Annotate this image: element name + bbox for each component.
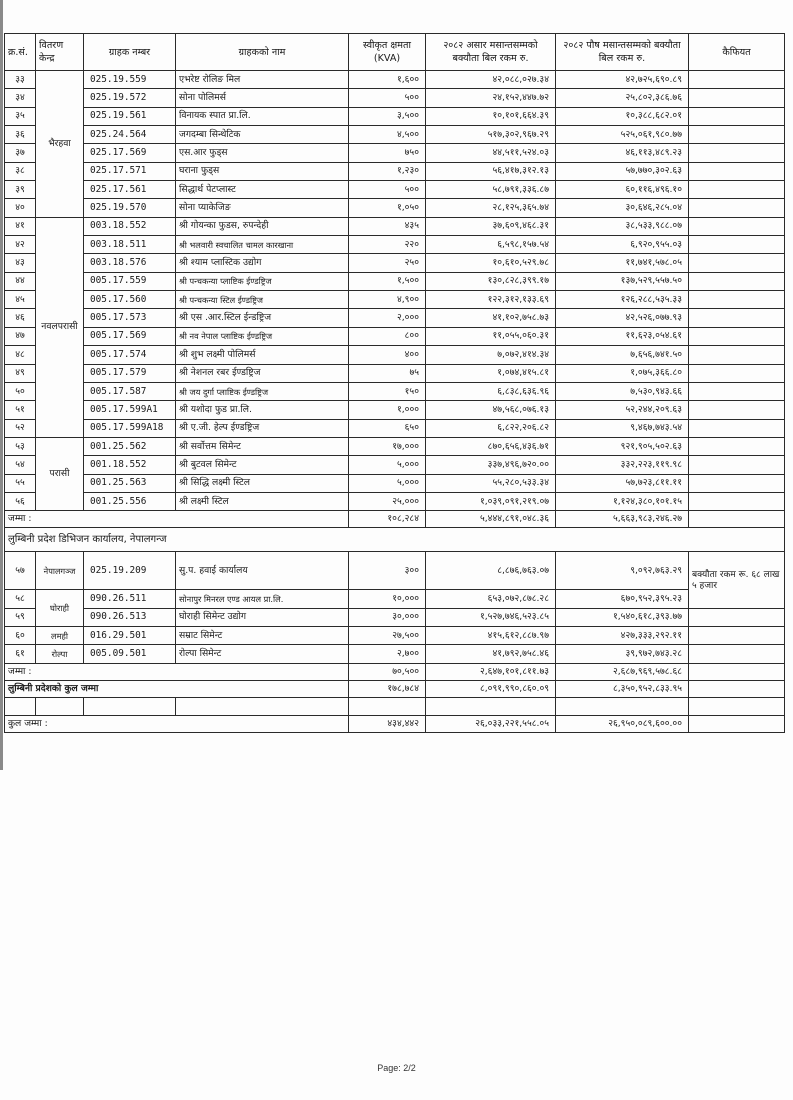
header-center: वितरण केन्द्र xyxy=(36,34,84,71)
consumer-number: 005.17.559 xyxy=(84,272,176,290)
table-row xyxy=(5,552,785,590)
total-label: जम्मा : xyxy=(5,663,349,680)
approved-capacity: ३०० xyxy=(349,552,426,590)
total-poush: २,६८७,९६९,५७८.६८ xyxy=(556,663,689,680)
table-row xyxy=(5,626,785,644)
header-consumer-name: ग्राहकको नाम xyxy=(176,34,349,71)
row-sn: ५३ xyxy=(5,437,36,455)
remarks-cell xyxy=(689,89,785,107)
empty-cell xyxy=(689,697,785,715)
consumer-name: सोना पोलिमर्स xyxy=(176,89,349,107)
table-row xyxy=(5,364,785,382)
consumer-name: श्री सिद्धि लक्ष्मी स्टिल xyxy=(176,474,349,492)
due-amount-asar: १,५२७,७४६,५२३.८५ xyxy=(426,608,556,626)
consumer-name: एभरेष्ट रोलिङ मिल xyxy=(176,71,349,89)
empty-cell xyxy=(5,697,36,715)
consumer-name: श्री एस .आर.स्टिल ईन्डष्ट्रिज xyxy=(176,309,349,327)
consumer-number: 001.18.552 xyxy=(84,456,176,474)
approved-capacity: ५०० xyxy=(349,89,426,107)
due-amount-asar: २८,१२५,३६५.७४ xyxy=(426,199,556,217)
due-amount-poush: ४२,५२६,०७७.९३ xyxy=(556,309,689,327)
consumer-name: रोल्पा सिमेन्ट xyxy=(176,645,349,663)
table-row xyxy=(5,71,785,89)
row-sn: ४६ xyxy=(5,309,36,327)
due-amount-poush: ९,०९२,७६३.२९ xyxy=(556,552,689,590)
approved-capacity: २२० xyxy=(349,236,426,254)
row-sn: ३३ xyxy=(5,71,36,89)
approved-capacity: ४,५०० xyxy=(349,126,426,144)
consumer-number: 025.24.564 xyxy=(84,126,176,144)
remarks-cell xyxy=(689,236,785,254)
due-amount-asar: ११,०५५,०६०.३१ xyxy=(426,327,556,345)
empty-cell xyxy=(176,697,349,715)
table-row xyxy=(5,89,785,107)
remarks-cell xyxy=(689,272,785,290)
due-amount-asar: १,०३९,०९१,२१९.०७ xyxy=(426,492,556,510)
due-amount-asar: ६,८३८,६३६.९६ xyxy=(426,382,556,400)
due-amount-asar: ४१,१०२,७५८.७३ xyxy=(426,309,556,327)
consumer-number: 003.18.576 xyxy=(84,254,176,272)
approved-capacity: ५,००० xyxy=(349,474,426,492)
row-sn: ३७ xyxy=(5,144,36,162)
consumer-name: श्री लक्ष्मी स्टिल xyxy=(176,492,349,510)
remarks-cell xyxy=(689,419,785,437)
approved-capacity: १,२३० xyxy=(349,162,426,180)
due-amount-asar: ५६,४१७,३१२.१३ xyxy=(426,162,556,180)
row-sn: ३८ xyxy=(5,162,36,180)
due-amount-asar: ६५३,०७२,८७८.२८ xyxy=(426,590,556,608)
due-amount-poush: १,५४०,६१८,३९३.७७ xyxy=(556,608,689,626)
total-label: लुम्बिनी प्रदेशको कुल जम्मा xyxy=(5,680,349,697)
consumer-number: 090.26.513 xyxy=(84,608,176,626)
consumer-number: 090.26.511 xyxy=(84,590,176,608)
remarks-cell xyxy=(689,401,785,419)
consumer-number: 005.17.574 xyxy=(84,346,176,364)
consumer-number: 005.17.599A18 xyxy=(84,419,176,437)
total-asar: २,६४७,१०१,८११.७३ xyxy=(426,663,556,680)
row-sn: ४२ xyxy=(5,236,36,254)
consumer-number: 025.17.561 xyxy=(84,181,176,199)
remarks-cell xyxy=(689,608,785,626)
remarks-cell xyxy=(689,382,785,400)
total-poush: २६,९५०,०८९,६००.०० xyxy=(556,715,689,732)
table-row xyxy=(5,327,785,345)
due-amount-poush: ४६,११३,४८९.२३ xyxy=(556,144,689,162)
consumer-number: 005.17.579 xyxy=(84,364,176,382)
approved-capacity: ८०० xyxy=(349,327,426,345)
consumer-name: श्री नेशनल रबर ईण्डष्ट्रिज xyxy=(176,364,349,382)
consumer-number: 005.17.587 xyxy=(84,382,176,400)
province-total-row xyxy=(5,680,785,697)
consumer-number: 025.19.209 xyxy=(84,552,176,590)
approved-capacity: २,७०० xyxy=(349,645,426,663)
table-row xyxy=(5,199,785,217)
remarks-cell xyxy=(689,217,785,235)
due-amount-poush: ९,४६७,७४३.५४ xyxy=(556,419,689,437)
table-row xyxy=(5,437,785,455)
remarks-cell xyxy=(689,474,785,492)
consumer-name: सिद्धार्थ पेटप्लास्ट xyxy=(176,181,349,199)
remarks-cell xyxy=(689,162,785,180)
due-amount-poush: ११,६२३,०५४.६१ xyxy=(556,327,689,345)
remarks-cell xyxy=(689,327,785,345)
grand-total-row xyxy=(5,715,785,732)
consumer-number: 025.19.559 xyxy=(84,71,176,89)
due-amount-asar: १२२,३१२,१३३.६९ xyxy=(426,291,556,309)
table-row xyxy=(5,291,785,309)
distribution-center: रोल्पा xyxy=(36,645,84,663)
header-consumer-no: ग्राहक नम्बर xyxy=(84,34,176,71)
total-capacity: १०८,२८४ xyxy=(349,511,426,528)
approved-capacity: ३०,००० xyxy=(349,608,426,626)
table-row xyxy=(5,126,785,144)
row-sn: ५१ xyxy=(5,401,36,419)
total-poush: ८,३५०,९५२,८३३.९५ xyxy=(556,680,689,697)
table-row xyxy=(5,608,785,626)
remarks-cell xyxy=(689,456,785,474)
distribution-center: नेपालगञ्ज xyxy=(36,552,84,590)
page-footer: Page: 2/2 xyxy=(377,1063,416,1073)
table-row xyxy=(5,272,785,290)
approved-capacity: १५० xyxy=(349,382,426,400)
approved-capacity: १०,००० xyxy=(349,590,426,608)
row-sn: ५० xyxy=(5,382,36,400)
consumer-name: श्री पन्चकन्या प्लाष्टिक ईण्डष्ट्रिज xyxy=(176,272,349,290)
approved-capacity: १,००० xyxy=(349,401,426,419)
due-amount-poush: १३७,५२९,५५७.५० xyxy=(556,272,689,290)
empty-cell xyxy=(349,697,426,715)
due-amount-poush: ३३२,२२३,११९.९८ xyxy=(556,456,689,474)
consumer-number: 005.17.599A1 xyxy=(84,401,176,419)
approved-capacity: ७५० xyxy=(349,144,426,162)
consumer-name: सोनापुर मिनरल एण्ड आयल प्रा.लि. xyxy=(176,590,349,608)
due-amount-asar: ४२,०८८,०२७.३४ xyxy=(426,71,556,89)
subtotal-row xyxy=(5,663,785,680)
section-title-row xyxy=(5,528,785,552)
due-amount-asar: १०,१०१,६६४.३९ xyxy=(426,107,556,125)
consumer-number: 016.29.501 xyxy=(84,626,176,644)
due-amount-poush: ५७,७२३,८११.११ xyxy=(556,474,689,492)
consumer-number: 025.17.569 xyxy=(84,144,176,162)
table-row xyxy=(5,254,785,272)
remarks-cell xyxy=(689,715,785,732)
consumer-number: 005.17.569 xyxy=(84,327,176,345)
due-amount-asar: ८,८७६,७६३.०७ xyxy=(426,552,556,590)
approved-capacity: ५०० xyxy=(349,181,426,199)
consumer-number: 001.25.563 xyxy=(84,474,176,492)
due-amount-asar: ४१,७९२,७५८.४६ xyxy=(426,645,556,663)
row-sn: ४० xyxy=(5,199,36,217)
consumer-name: विनायक स्पात प्रा.लि. xyxy=(176,107,349,125)
consumer-number: 025.19.561 xyxy=(84,107,176,125)
table-row xyxy=(5,590,785,608)
section-title: लुम्बिनी प्रदेश डिभिजन कार्यालय, नेपालगन्ज xyxy=(5,528,785,552)
consumer-name: जगदम्बा सिन्थेटिक xyxy=(176,126,349,144)
row-sn: ३६ xyxy=(5,126,36,144)
due-amount-poush: ६७०,९५२,३९५.२३ xyxy=(556,590,689,608)
approved-capacity: २७,५०० xyxy=(349,626,426,644)
table-row xyxy=(5,382,785,400)
remarks-cell: बक्यौता रकम रू. ६८ लाख ५ हजार xyxy=(689,552,785,608)
due-amount-poush: ९२१,९०५,५०२.६३ xyxy=(556,437,689,455)
remarks-cell xyxy=(689,199,785,217)
remarks-cell xyxy=(689,144,785,162)
table-row xyxy=(5,645,785,663)
total-capacity: १७८,७८४ xyxy=(349,680,426,697)
due-amount-asar: १०,६१०,५२९.७८ xyxy=(426,254,556,272)
consumer-name: श्री बुटवल सिमेन्ट xyxy=(176,456,349,474)
remarks-cell xyxy=(689,309,785,327)
header-due-asar: २०८२ असार मसान्तसम्मको बक्यौता बिल रकम रु. xyxy=(426,34,556,71)
approved-capacity: ४३५ xyxy=(349,217,426,235)
row-sn: ३४ xyxy=(5,89,36,107)
consumer-name: श्री श्याम प्लास्टिक उद्योग xyxy=(176,254,349,272)
consumer-number: 003.18.511 xyxy=(84,236,176,254)
distribution-center: परासी xyxy=(36,437,84,510)
row-sn: ४८ xyxy=(5,346,36,364)
consumer-name: श्री नव नेपाल प्लाष्टिक ईण्डष्ट्रिज xyxy=(176,327,349,345)
due-amount-asar: १३०,८२८,३९९.१७ xyxy=(426,272,556,290)
table-row xyxy=(5,162,785,180)
row-sn: ६१ xyxy=(5,645,36,663)
consumer-name: घोराही सिमेन्ट उद्योग xyxy=(176,608,349,626)
approved-capacity: ७५ xyxy=(349,364,426,382)
consumer-number: 005.17.573 xyxy=(84,309,176,327)
due-amount-poush: ५७,७७०,३०२.६३ xyxy=(556,162,689,180)
due-amount-poush: ७,६५६,७४१.५० xyxy=(556,346,689,364)
approved-capacity: ५,००० xyxy=(349,456,426,474)
due-amount-poush: ५२५,०६१,९८०.७७ xyxy=(556,126,689,144)
approved-capacity: १,६०० xyxy=(349,71,426,89)
total-label: कुल जम्मा : xyxy=(5,715,349,732)
table-row xyxy=(5,346,785,364)
consumer-number: 025.19.572 xyxy=(84,89,176,107)
table-body-division xyxy=(5,71,785,733)
due-amount-poush: १०,३८८,६८२.०१ xyxy=(556,107,689,125)
approved-capacity: १,०५० xyxy=(349,199,426,217)
approved-capacity: २५० xyxy=(349,254,426,272)
due-amount-poush: ७,५३०,९४३.६६ xyxy=(556,382,689,400)
empty-cell xyxy=(426,697,556,715)
total-poush: ५,६६३,९८३,२४६.२७ xyxy=(556,511,689,528)
total-asar: २६,०३३,२२१,५५८.०५ xyxy=(426,715,556,732)
table-row xyxy=(5,236,785,254)
scan-edge xyxy=(0,0,3,770)
table-row xyxy=(5,144,785,162)
row-sn: ५४ xyxy=(5,456,36,474)
consumer-name: सु.प. हवाई कार्यालय xyxy=(176,552,349,590)
distribution-center: नवलपरासी xyxy=(36,217,84,437)
due-amount-asar: ५१७,३०२,९६७.२९ xyxy=(426,126,556,144)
due-amount-asar: ४७,५६८,०७६.१३ xyxy=(426,401,556,419)
due-amount-poush: ४२,७२५,६९०.८९ xyxy=(556,71,689,89)
remarks-cell xyxy=(689,107,785,125)
due-amount-poush: ३९,९७२,७४३.२८ xyxy=(556,645,689,663)
consumer-name: श्री यशोदा फुड प्रा.लि. xyxy=(176,401,349,419)
remarks-cell xyxy=(689,645,785,663)
row-sn: ४७ xyxy=(5,327,36,345)
due-amount-poush: ३०,६४६,२८५.०४ xyxy=(556,199,689,217)
remarks-cell xyxy=(689,71,785,89)
row-sn: ४९ xyxy=(5,364,36,382)
approved-capacity: ४,९०० xyxy=(349,291,426,309)
due-amount-asar: ६,८२२,२०६.८२ xyxy=(426,419,556,437)
due-amount-poush: १२६,२८८,५३५.३३ xyxy=(556,291,689,309)
table-row xyxy=(5,181,785,199)
distribution-center: लमही xyxy=(36,626,84,644)
header-due-poush: २०८२ पौष मसान्तसम्मको बक्यौता बिल रकम रु. xyxy=(556,34,689,71)
approved-capacity: ६५० xyxy=(349,419,426,437)
table-row xyxy=(5,107,785,125)
due-amount-poush: ५२,२४४,२०९.६३ xyxy=(556,401,689,419)
row-sn: ४३ xyxy=(5,254,36,272)
row-sn: ५८ xyxy=(5,590,36,608)
header-remarks: कैफियत xyxy=(689,34,785,71)
row-sn: ५७ xyxy=(5,552,36,590)
empty-cell xyxy=(84,697,176,715)
remarks-cell xyxy=(689,492,785,510)
consumer-number: 005.09.501 xyxy=(84,645,176,663)
due-amount-poush: ४२७,३३३,२९२.११ xyxy=(556,626,689,644)
due-amount-asar: ३३७,४९६,७२०.०० xyxy=(426,456,556,474)
table-row xyxy=(5,492,785,510)
due-amount-asar: ८७०,६५६,४३६.७१ xyxy=(426,437,556,455)
due-amount-asar: ७,०७२,४१४.३४ xyxy=(426,346,556,364)
due-amount-poush: १,०७५,३६६.८० xyxy=(556,364,689,382)
subtotal-row xyxy=(5,511,785,528)
consumer-number: 003.18.552 xyxy=(84,217,176,235)
header-capacity: स्वीकृत क्षमता (KVA) xyxy=(349,34,426,71)
row-sn: ४५ xyxy=(5,291,36,309)
due-amount-poush: ६०,११६,४९६.१० xyxy=(556,181,689,199)
row-sn: ५५ xyxy=(5,474,36,492)
due-amount-asar: ४१५,६१२,८८७.९७ xyxy=(426,626,556,644)
row-sn: ५६ xyxy=(5,492,36,510)
remarks-cell xyxy=(689,181,785,199)
remarks-cell xyxy=(689,291,785,309)
consumer-name: श्री ए.जी. हेल्प ईण्डष्ट्रिज xyxy=(176,419,349,437)
due-amount-poush: २५,८०२,३८६.७६ xyxy=(556,89,689,107)
consumer-name: घराना फुड्स xyxy=(176,162,349,180)
consumer-name: श्री सर्वोत्तम सिमेन्ट xyxy=(176,437,349,455)
due-amount-asar: २४,१५२,४४७.७२ xyxy=(426,89,556,107)
header-sn: क्र.सं. xyxy=(5,34,36,71)
row-sn: ६० xyxy=(5,626,36,644)
empty-cell xyxy=(36,697,84,715)
due-amount-poush: १,१२४,३८०,१०१.१५ xyxy=(556,492,689,510)
remarks-cell xyxy=(689,663,785,680)
consumer-number: 001.25.562 xyxy=(84,437,176,455)
approved-capacity: १,५०० xyxy=(349,272,426,290)
total-capacity: ७०,५०० xyxy=(349,663,426,680)
table-row xyxy=(5,401,785,419)
total-label: जम्मा : xyxy=(5,511,349,528)
consumer-name: सोना प्याकेजिङ xyxy=(176,199,349,217)
distribution-center: भैरहवा xyxy=(36,71,84,218)
approved-capacity: १७,००० xyxy=(349,437,426,455)
due-amount-poush: ६,९२०,९५५.०३ xyxy=(556,236,689,254)
row-sn: ३५ xyxy=(5,107,36,125)
due-amount-asar: ३७,६०९,४६८.३१ xyxy=(426,217,556,235)
header-row xyxy=(5,34,785,71)
consumer-name: एस.आर फुड्स xyxy=(176,144,349,162)
approved-capacity: ३,५०० xyxy=(349,107,426,125)
consumer-name: श्री शुभ लक्ष्मी पोलिमर्स xyxy=(176,346,349,364)
arrears-table xyxy=(4,33,785,733)
consumer-name: श्री पन्चकन्या स्टिल ईण्डष्ट्रिज xyxy=(176,291,349,309)
table-row xyxy=(5,456,785,474)
empty-cell xyxy=(556,697,689,715)
remarks-cell xyxy=(689,680,785,697)
consumer-number: 025.17.571 xyxy=(84,162,176,180)
row-sn: ४४ xyxy=(5,272,36,290)
remarks-cell xyxy=(689,511,785,528)
consumer-number: 025.19.570 xyxy=(84,199,176,217)
approved-capacity: ४०० xyxy=(349,346,426,364)
due-amount-asar: ५५,२८०,५३३.३४ xyxy=(426,474,556,492)
table-row xyxy=(5,474,785,492)
table-row xyxy=(5,309,785,327)
row-sn: ५९ xyxy=(5,608,36,626)
due-amount-asar: ४४,५११,५२४.०३ xyxy=(426,144,556,162)
consumer-name: श्री जय दुर्गा प्लाष्टिक ईण्डष्ट्रिज xyxy=(176,382,349,400)
row-sn: ४१ xyxy=(5,217,36,235)
due-amount-asar: ५८,७९१,३३६.८७ xyxy=(426,181,556,199)
due-amount-asar: १,०७४,४१५.८१ xyxy=(426,364,556,382)
consumer-number: 001.25.556 xyxy=(84,492,176,510)
consumer-name: सम्राट सिमेन्ट xyxy=(176,626,349,644)
total-capacity: ४३४,४४२ xyxy=(349,715,426,732)
row-sn: ३९ xyxy=(5,181,36,199)
table-row xyxy=(5,419,785,437)
distribution-center: घोराही xyxy=(36,590,84,627)
spacer-row xyxy=(5,697,785,715)
remarks-cell xyxy=(689,346,785,364)
approved-capacity: २,००० xyxy=(349,309,426,327)
remarks-cell xyxy=(689,126,785,144)
consumer-name: श्री गोयन्का फुडस, रुपन्देही xyxy=(176,217,349,235)
remarks-cell xyxy=(689,437,785,455)
due-amount-asar: ६,५९८,१५७.५४ xyxy=(426,236,556,254)
due-amount-poush: ३८,५३३,९८८.०७ xyxy=(556,217,689,235)
remarks-cell xyxy=(689,364,785,382)
remarks-cell xyxy=(689,254,785,272)
total-asar: ५,४४४,८९१,०४८.३६ xyxy=(426,511,556,528)
total-asar: ८,०९१,९९०,८६०.०९ xyxy=(426,680,556,697)
row-sn: ५२ xyxy=(5,419,36,437)
remarks-cell xyxy=(689,626,785,644)
table-row xyxy=(5,217,785,235)
approved-capacity: २५,००० xyxy=(349,492,426,510)
consumer-name: श्री भलवारी स्वचालित चामल कारखाना xyxy=(176,236,349,254)
consumer-number: 005.17.560 xyxy=(84,291,176,309)
due-amount-poush: ११,७४१,५७८.०५ xyxy=(556,254,689,272)
